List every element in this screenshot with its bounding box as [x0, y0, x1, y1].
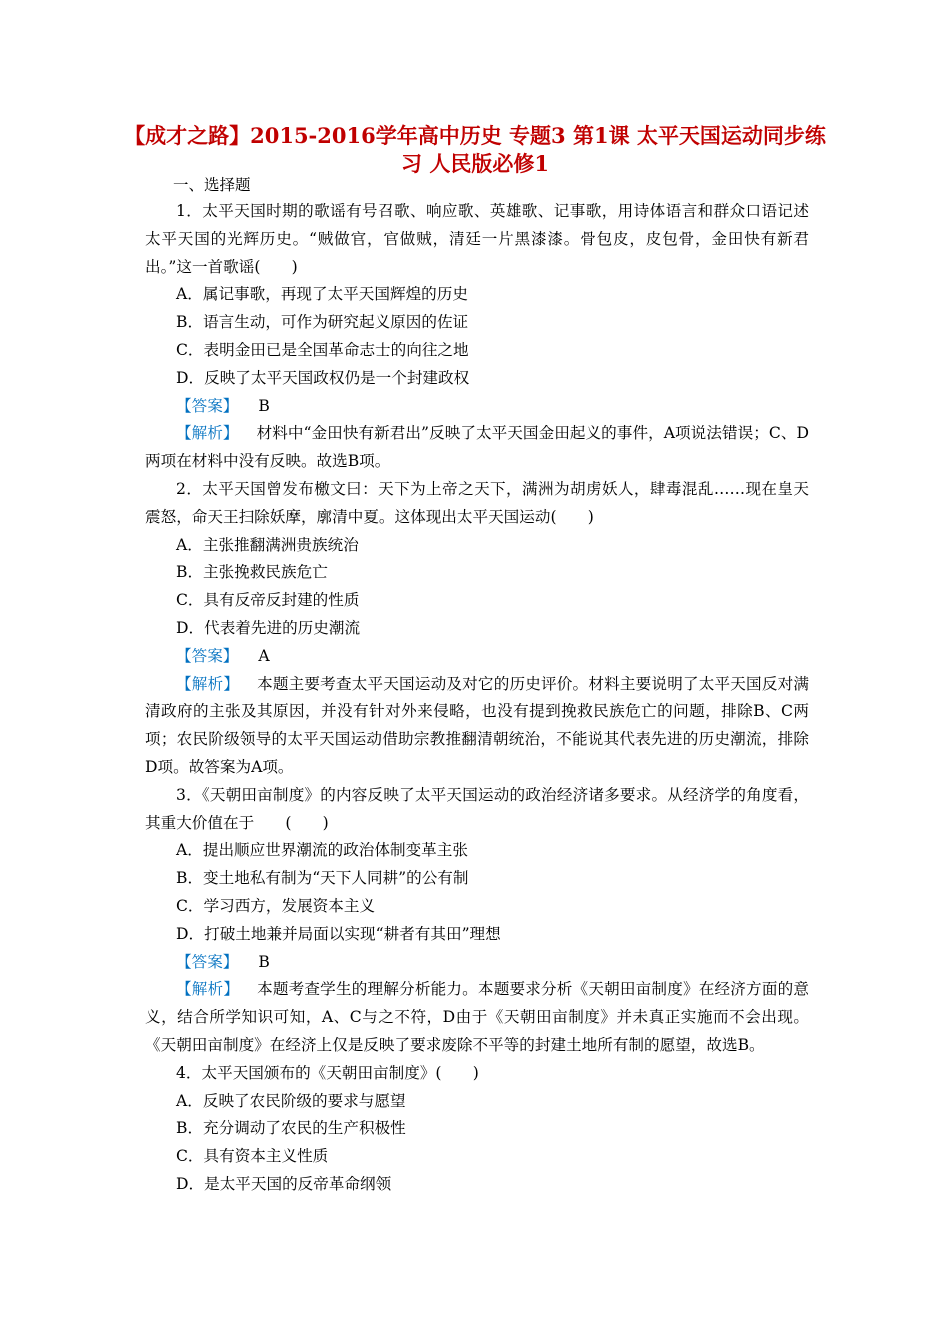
section-heading: 一、选择题: [173, 176, 251, 194]
explanation-text: 本题主要考查太平天国运动及对它的历史评价。材料主要说明了太平天国反对满清政府的主张及其原因，并没有针对外来侵略，也没有提到挽救民族危亡的问题，排除B、C两项；农民阶级领导的太平天国运动借助宗教推翻清朝统治，不能说其代表先进的历史潮流，排除D项。故答案为A项。: [145, 674, 809, 776]
question-stem: 3．《天朝田亩制度》的内容反映了太平天国运动的政治经济诸多要求。从经济学的角度看，其重大价值在于 ( ): [145, 785, 809, 832]
answer-line: [145, 643, 809, 671]
answer-value: B: [258, 952, 270, 971]
option-b: B．语言生动，可作为研究起义原因的佐证: [176, 313, 469, 332]
option-a: A．主张推翻满洲贵族统治: [176, 535, 359, 554]
option-b: B．主张挽救民族危亡: [176, 563, 328, 582]
option-a: A．反映了农民阶级的要求与愿望: [176, 1091, 406, 1110]
explanation: [145, 976, 809, 1059]
option-d: D．代表着先进的历史潮流: [176, 618, 361, 637]
answer-tag: 【答案】: [176, 646, 239, 665]
question-1: [145, 198, 809, 476]
question-3: [145, 782, 809, 1060]
option-a: A．提出顺应世界潮流的政治体制变革主张: [176, 841, 468, 860]
answer-value: A: [258, 646, 270, 665]
option-d: D．是太平天国的反帝革命纲领: [176, 1174, 392, 1193]
option-b: B．充分调动了农民的生产积极性: [176, 1119, 406, 1138]
explanation-text: 本题考查学生的理解分析能力。本题要求分析《天朝田亩制度》在经济方面的意义，结合所学知识可知，A、C与之不符，D由于《天朝田亩制度》并未真正实施而不会出现。《天朝田亩制度》在经济上仅是反映了要求废除不平等的封建土地所有制的愿望，故选B。: [145, 980, 809, 1054]
question-stem: 4．太平天国颁布的《天朝田亩制度》( ): [176, 1063, 479, 1082]
question-list: [145, 198, 809, 1199]
explanation: [145, 671, 809, 782]
option-a: A．属记事歌，再现了太平天国辉煌的历史: [176, 285, 468, 304]
question-4: [145, 1060, 809, 1199]
option-c: C．学习西方，发展资本主义: [176, 896, 376, 915]
answer-tag: 【答案】: [176, 952, 239, 971]
option-d: D．反映了太平天国政权仍是一个封建政权: [176, 368, 470, 387]
option-c: C．具有反帝反封建的性质: [176, 591, 360, 610]
answer-tag: 【答案】: [176, 396, 239, 415]
explanation-tag: 【解析】: [176, 424, 239, 443]
option-c: C．具有资本主义性质: [176, 1147, 329, 1166]
explanation-tag: 【解析】: [176, 674, 240, 693]
option-d: D．打破土地兼并局面以实现“耕者有其田”理想: [176, 924, 501, 943]
answer-line: [145, 393, 809, 421]
option-b: B．变土地私有制为“天下人同耕”的公有制: [176, 869, 469, 888]
question-stem: 1．太平天国时期的歌谣有号召歌、响应歌、英雄歌、记事歌，用诗体语言和群众口语记述太平天国的光辉历史。“贼做官，官做贼，清廷一片黑漆漆。骨包皮，皮包骨，金田快有新君出。”这一首歌谣( ): [145, 202, 809, 276]
option-c: C．表明金田已是全国革命志士的向往之地: [176, 340, 469, 359]
explanation-tag: 【解析】: [176, 980, 240, 999]
question-stem: 2．太平天国曾发布檄文曰：天下为上帝之天下，满洲为胡虏妖人，肆毒混乱……现在皇天震怒，命天王扫除妖摩，廓清中夏。这体现出太平天国运动( ): [145, 479, 809, 526]
answer-value: B: [258, 396, 270, 415]
answer-line: [145, 949, 809, 977]
question-2: [145, 476, 809, 782]
explanation: [145, 420, 809, 476]
document-title: 【成才之路】2015-2016学年高中历史 专题3 第1课 太平天国运动同步练习 人民版必修1: [124, 123, 826, 176]
explanation-text: 材料中“金田快有新君出”反映了太平天国金田起义的事件，A项说法错误；C、D两项在材料中没有反映。故选B项。: [145, 424, 809, 471]
